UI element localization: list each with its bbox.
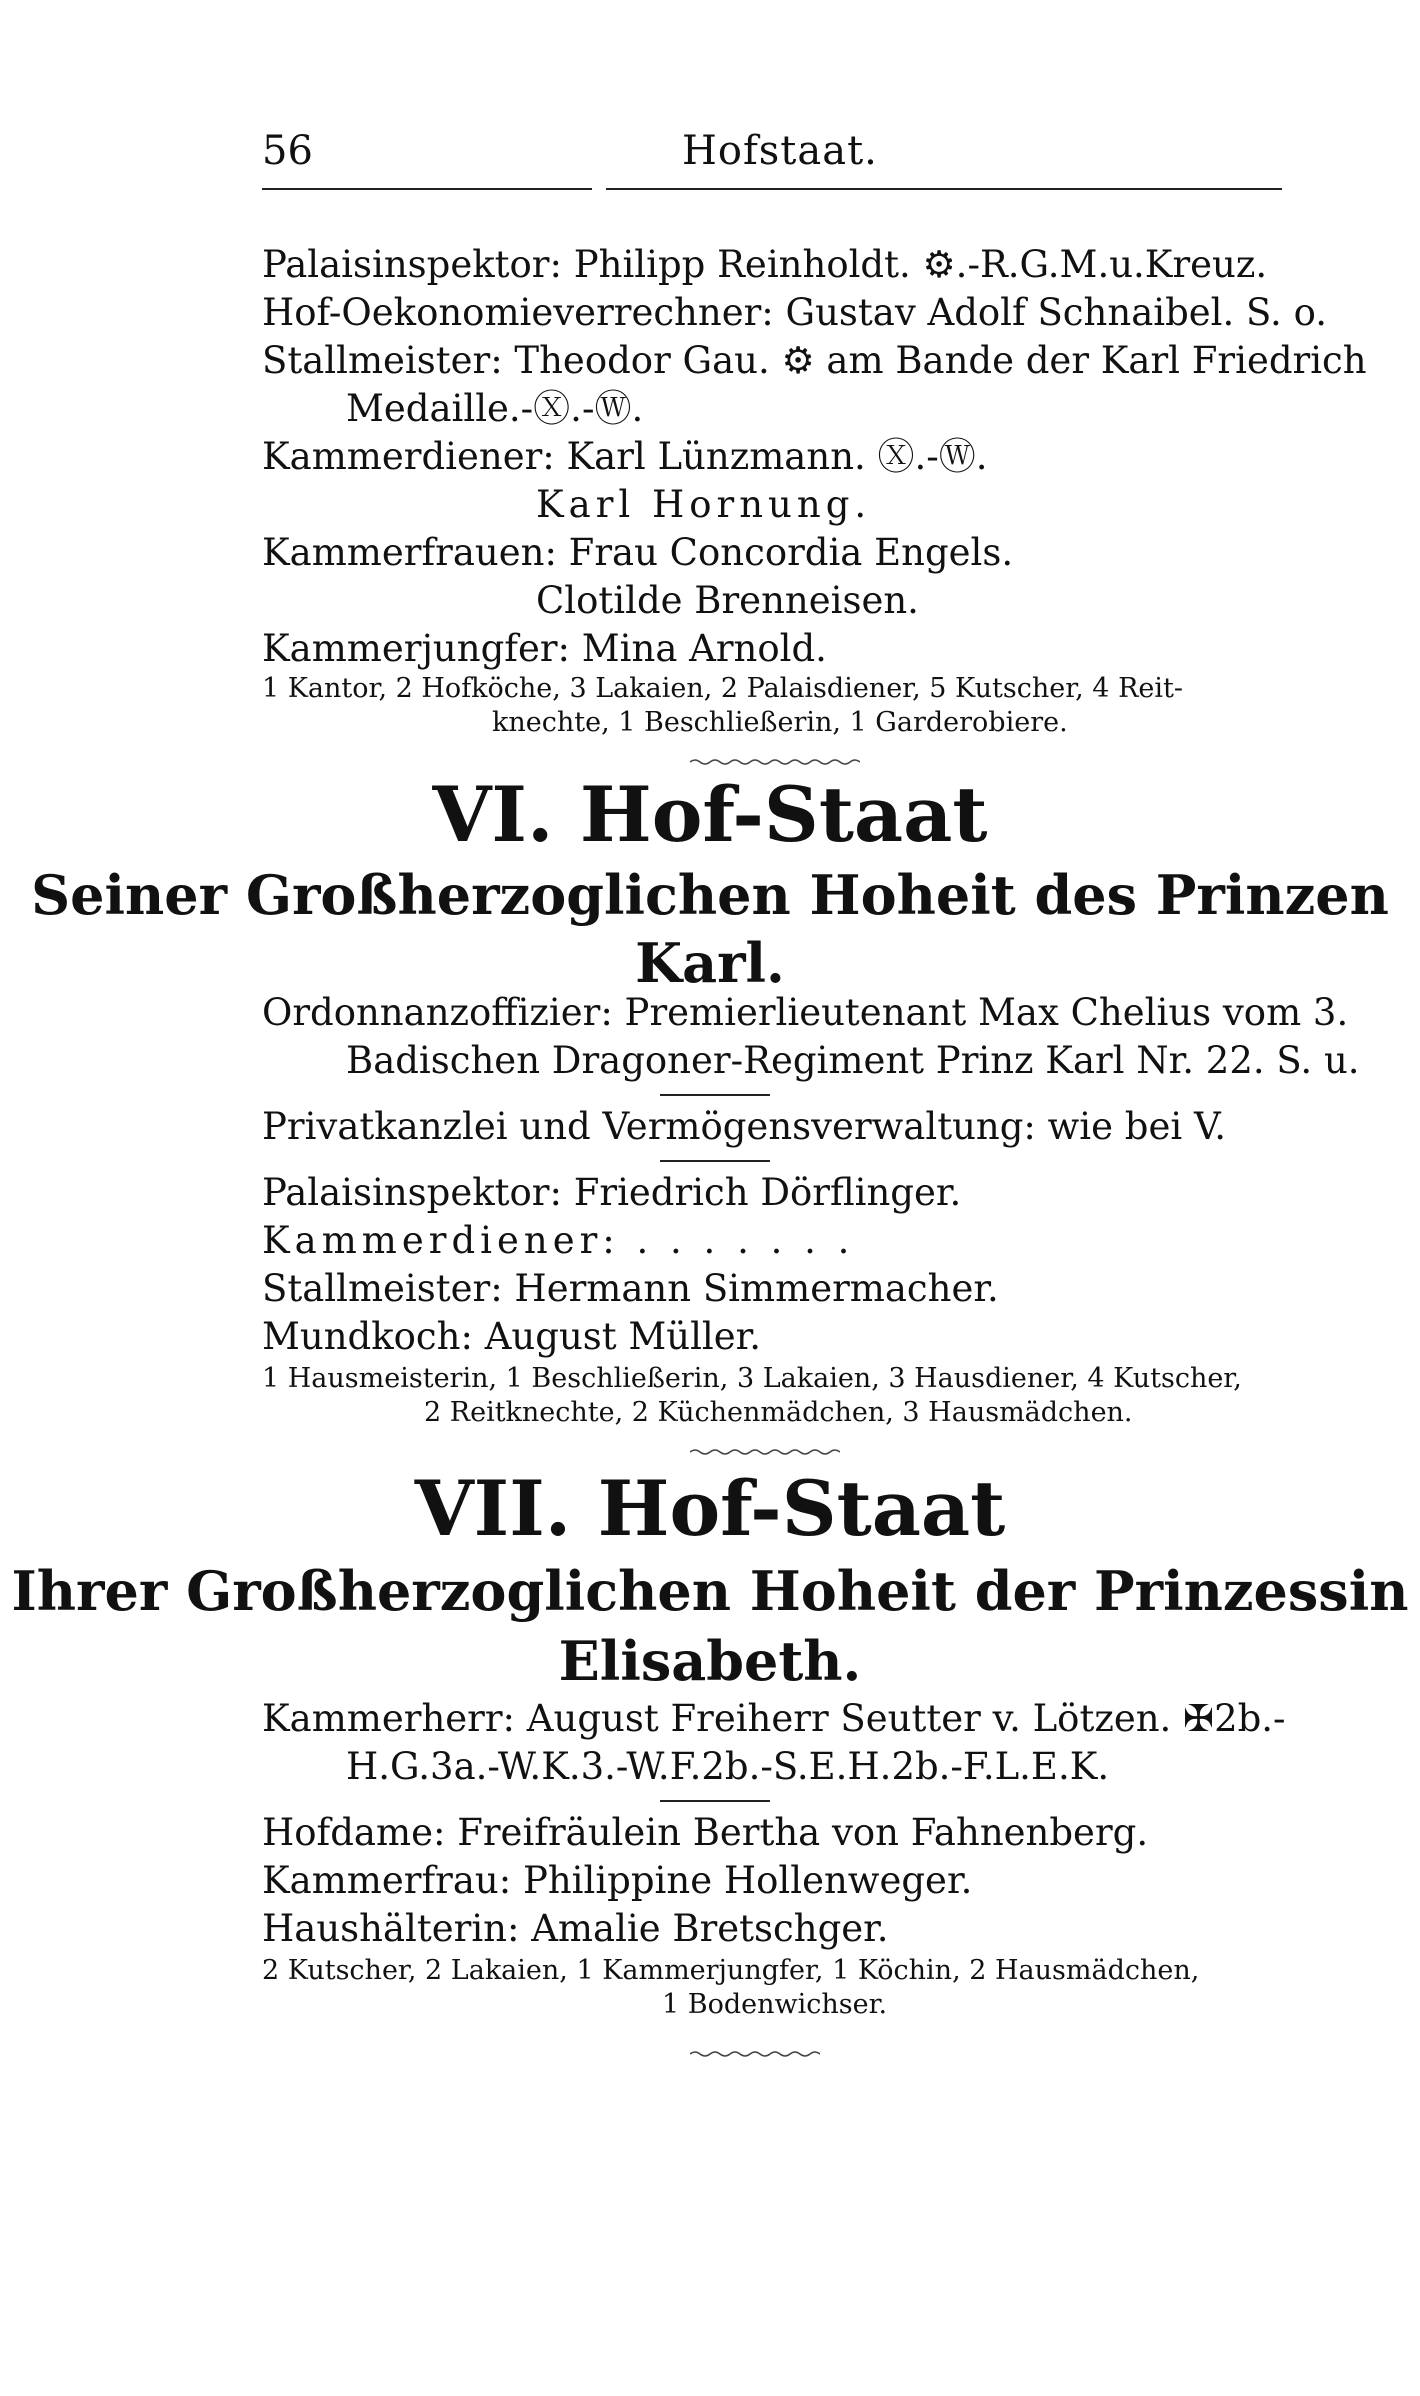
ornament-divider-3 [690,2050,820,2058]
entry-kammerdiener-v: Kammerdiener: Karl Lünzmann. Ⓧ.-Ⓦ. [262,435,988,478]
section-vii-subtitle-2: Elisabeth. [558,1629,862,1693]
entry-stallmeister-v-cont: Medaille.-Ⓧ.-Ⓦ. [346,387,644,430]
page-number: 56 [262,128,313,174]
entry-kammerfrauen: Kammerfrauen: Frau Concordia Engels. [262,531,1014,574]
section-vii-title: VII. Hof-Staat [414,1464,1006,1553]
ornament-divider-2 [690,1448,840,1456]
section-vii-subtitle-1: Ihrer Großherzoglichen Hoheit der Prinzessin [11,1559,1409,1623]
header-rule-left [262,188,592,190]
separator-rule-2 [660,1160,770,1162]
entry-mundkoch: Mundkoch: August Müller. [262,1315,762,1358]
entry-kammerfrau: Kammerfrau: Philippine Hollenweger. [262,1859,973,1902]
section-vi-title: VI. Hof-Staat [432,770,988,859]
entry-palaisinspektor-v: Palaisinspektor: Philipp Reinholdt. ⚙.-R.G.M.u.Kreuz. [262,243,1268,286]
entry-ordonnanzoffizier-cont: Badischen Dragoner-Regiment Prinz Karl Nr. 22. S. u. [346,1039,1360,1082]
ornament-divider-1 [690,758,860,766]
staff-line-vi-1: 1 Hausmeisterin, 1 Beschließerin, 3 Lakaien, 3 Hausdiener, 4 Kutscher, [262,1363,1242,1394]
entry-privatkanzlei: Privatkanzlei und Vermögensverwaltung: wie bei V. [262,1105,1226,1148]
entry-kammerdiener-v-2: Karl Hornung. [536,483,872,526]
staff-line-v-1: 1 Kantor, 2 Hofköche, 3 Lakaien, 2 Palaisdiener, 5 Kutscher, 4 Reit- [262,673,1183,704]
header-rule-right [606,188,1282,190]
staff-line-vi-2: 2 Reitknechte, 2 Küchenmädchen, 3 Hausmädchen. [424,1397,1133,1428]
entry-kammerherr: Kammerherr: August Freiherr Seutter v. Lötzen. ✠2b.- [262,1697,1286,1740]
entry-haushaelterin: Haushälterin: Amalie Bretschger. [262,1907,889,1950]
entry-stallmeister-v: Stallmeister: Theodor Gau. ⚙ am Bande der Karl Friedrich [262,339,1367,382]
entry-hofdame: Hofdame: Freifräulein Bertha von Fahnenberg. [262,1811,1149,1854]
staff-line-vii-2: 1 Bodenwichser. [662,1989,888,2020]
entry-palaisinspektor-vi: Palaisinspektor: Friedrich Dörflinger. [262,1171,962,1214]
section-vi-subtitle-2: Karl. [635,931,785,995]
separator-rule-3 [660,1800,770,1802]
staff-line-v-2: knechte, 1 Beschließerin, 1 Garderobiere. [492,707,1068,738]
running-head: Hofstaat. [682,128,878,174]
staff-line-vii-1: 2 Kutscher, 2 Lakaien, 1 Kammerjungfer, 1 Köchin, 2 Hausmädchen, [262,1955,1200,1986]
section-vi-subtitle-1: Seiner Großherzoglichen Hoheit des Prinzen [31,863,1389,927]
entry-ordonnanzoffizier: Ordonnanzoffizier: Premierlieutenant Max Chelius vom 3. [262,991,1349,1034]
entry-kammerherr-orders: H.G.3a.-W.K.3.-W.F.2b.-S.E.H.2b.-F.L.E.K. [346,1745,1110,1788]
entry-kammerjungfer-v: Kammerjungfer: Mina Arnold. [262,627,827,670]
page-header [262,128,1282,188]
separator-rule-1 [660,1094,770,1096]
entry-hof-oekonomieverrechner: Hof-Oekonomieverrechner: Gustav Adolf Schnaibel. S. o. [262,291,1327,334]
entry-kammerdiener-vi: Kammerdiener: . . . . . . . [262,1219,855,1262]
entry-stallmeister-vi: Stallmeister: Hermann Simmermacher. [262,1267,999,1310]
entry-kammerfrauen-2: Clotilde Brenneisen. [536,579,919,622]
